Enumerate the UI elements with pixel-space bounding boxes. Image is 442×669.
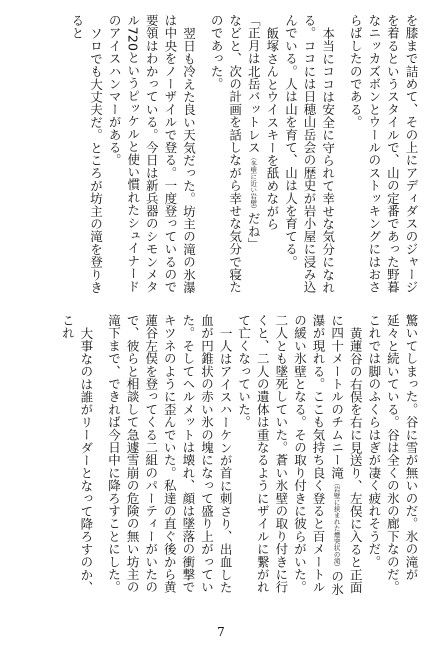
lower-vertical-text [20,314,420,602]
upper-paragraph: などと、次の計画を話しながら幸せな気分で寝たのであった。 [209,14,243,294]
upper-paragraph: 本当にココは安全に守られて幸せな気分になれる。ココには日穂山岳会の歴史が岩小屋に浸み込んでいる。人は山を育て、山は人を育てる。 [283,14,336,294]
footnote-annotation: （冬壁に近い岩壁） [249,153,258,213]
upper-paragraph: 翌日も冷えた良い天気だった。坊主の滝の氷瀑は中央をノーザイルで登る。一度登っているので要領はわかっている。今日は新兵器のシモンメタル720というピッケルと使い慣れたシュイナードのアイスハンマーがある。 [107,14,197,294]
lower-text-block [20,314,420,602]
paragraph-text: 黄蓮谷の右俣を右に見送り、左俣に入ると正面に四十メートルのチムニー滝 [329,314,364,594]
lower-paragraph: 大事なのは誰がリーダーとなって降ろすのか、これ [60,314,94,594]
upper-vertical-text [20,14,420,302]
upper-text-block [20,14,420,302]
lower-paragraph [234,314,364,602]
lower-paragraph: 一人はアイスハーケンが首に刺さり、出血した血が円錐状の赤い氷の塊になって盛り上がっていた。そしてヘルメットは壊れ、顔は墜落の衝撃でキツネのように歪んでいた。私達の直ぐ後から黄蓮谷左俣を登ってくる二組のパーティーがいたので、彼らと相談して急遽雪崩の危険の無い坊主の滝下まで、できれば今日中に降ろすことにした。 [106,314,234,594]
lower-paragraph: 驚いてしまった。谷に雪が無いのだ。氷の滝が延々と続いている。谷は全くの氷の廊下なのだ。これでは脚のふくらはぎが凄く疲れそうだ。 [366,314,419,594]
footnote-annotation: （岩壁に挟まれた煙突状の滝） [332,479,341,571]
upper-paragraph: ソロでも大丈夫だ。ところが坊主の滝を登りきると [69,14,104,294]
dialogue-text: 「正月は北岳バットレス [246,14,262,154]
paragraph-text: の氷瀑が現れる。ここも気持ち良く登ると百メートルの緩い氷壁となる。その取り付きに彼らがいた。二人とも墜死していた。蒼い氷壁の取り付きに行くと、二人の遺体は重なるようにザイルに繋がれて亡くなっていた。 [236,314,345,596]
upper-paragraph: を膝まで詰めて、その上にアディダスのジャージを着るというスタイルで、山の定番であった野暮なニッカズボンとウールのストッキングにはおさらばしたのである。 [348,14,419,294]
page-number: 7 [217,625,225,639]
dialogue-text: だね」 [246,212,262,251]
dialogue-line [244,14,263,302]
upper-paragraph: 飯塚さんとウイスキーを舐めながら [264,26,280,230]
